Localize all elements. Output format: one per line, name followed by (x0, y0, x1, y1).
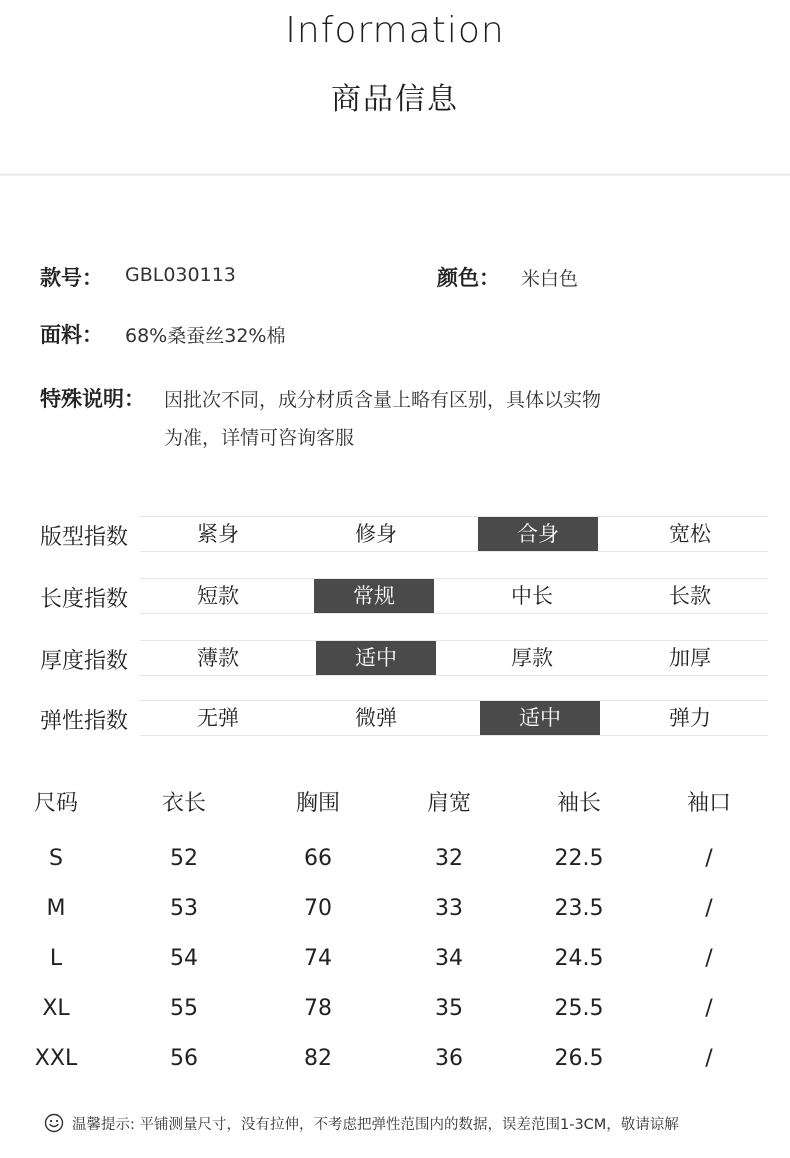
size-table-cell: 36 (435, 1046, 463, 1071)
size-table-cell: 26.5 (554, 1046, 604, 1071)
special-note-line2: 为准，详情可咨询客服 (164, 427, 355, 449)
index-option: 厚款 (511, 646, 553, 670)
index-option: 加厚 (669, 646, 711, 670)
index-option: 宽松 (669, 522, 711, 546)
index-option: 无弹 (197, 706, 239, 730)
size-table-header: 袖长 (556, 791, 601, 816)
style-number-value: GBL030113 (125, 264, 236, 286)
fabric-label: 面料： (40, 323, 103, 347)
fabric-value: 68%桑蚕丝32%棉 (125, 325, 286, 347)
special-note-label: 特殊说明： (40, 387, 145, 411)
size-table-cell: 33 (435, 896, 463, 921)
index-option: 修身 (355, 522, 397, 546)
index-label: 厚度指数 (40, 649, 129, 674)
index-label: 版型指数 (40, 525, 129, 550)
title-english: Information (285, 10, 505, 51)
smiley-icon (44, 1113, 64, 1133)
footer-note: 温馨提示: 平铺测量尺寸，没有拉伸，不考虑把弹性范围内的数据，误差范围1-3CM，敬请谅解 (72, 1117, 679, 1133)
size-table-cell: 32 (435, 846, 463, 871)
index-option-selected: 适中 (480, 701, 600, 735)
special-note-line1: 因批次不同，成分材质含量上略有区别，具体以实物 (164, 389, 602, 411)
index-row-line (140, 551, 768, 552)
header-divider (0, 173, 790, 176)
size-table-cell: 35 (435, 996, 463, 1021)
size-table-header: 胸围 (295, 791, 340, 816)
size-table-size: M (46, 896, 66, 921)
size-table-cell: 54 (170, 946, 198, 971)
size-table-size: XXL (34, 1046, 78, 1071)
size-table-cell: / (705, 1046, 713, 1071)
index-option-selected: 常规 (314, 579, 434, 613)
size-table-cell: 23.5 (554, 896, 604, 921)
index-row-line (140, 735, 768, 736)
size-table-size: XL (42, 996, 70, 1021)
size-table-cell: 22.5 (554, 846, 604, 871)
size-table-cell: / (705, 846, 713, 871)
color-label: 颜色： (437, 266, 500, 290)
index-row-line (140, 613, 768, 614)
index-option-selected: 适中 (316, 641, 436, 675)
index-option: 紧身 (197, 522, 239, 546)
size-table-cell: 82 (304, 1046, 332, 1071)
index-option: 弹力 (669, 706, 711, 730)
index-option: 微弹 (355, 706, 397, 730)
index-option: 短款 (197, 584, 239, 608)
index-label: 长度指数 (40, 587, 129, 612)
title-chinese: 商品信息 (331, 82, 459, 117)
size-table-cell: 24.5 (554, 946, 604, 971)
size-table-size: L (49, 946, 63, 971)
size-table-header: 尺码 (33, 791, 78, 816)
color-value: 米白色 (521, 268, 579, 290)
size-table-size: S (49, 846, 63, 871)
index-option-selected: 合身 (478, 517, 598, 551)
size-table-cell: 53 (170, 896, 198, 921)
size-table-header: 袖口 (686, 791, 731, 816)
style-number-label: 款号： (40, 266, 103, 290)
index-row-line (140, 675, 768, 676)
size-table-cell: 52 (170, 846, 198, 871)
size-table-cell: 34 (435, 946, 463, 971)
size-table-cell: 56 (170, 1046, 198, 1071)
size-table-header: 衣长 (161, 791, 206, 816)
index-option: 薄款 (197, 646, 239, 670)
size-table-cell: / (705, 896, 713, 921)
index-option: 长款 (669, 584, 711, 608)
index-label: 弹性指数 (40, 709, 129, 734)
size-table-cell: 66 (304, 846, 332, 871)
size-table-cell: 70 (304, 896, 332, 921)
size-table-header: 肩宽 (426, 791, 471, 816)
size-table-cell: 74 (304, 946, 332, 971)
size-table-cell: / (705, 996, 713, 1021)
size-table-cell: / (705, 946, 713, 971)
size-table-cell: 55 (170, 996, 198, 1021)
index-option: 中长 (511, 584, 553, 608)
size-table-cell: 78 (304, 996, 332, 1021)
size-table-cell: 25.5 (554, 996, 604, 1021)
